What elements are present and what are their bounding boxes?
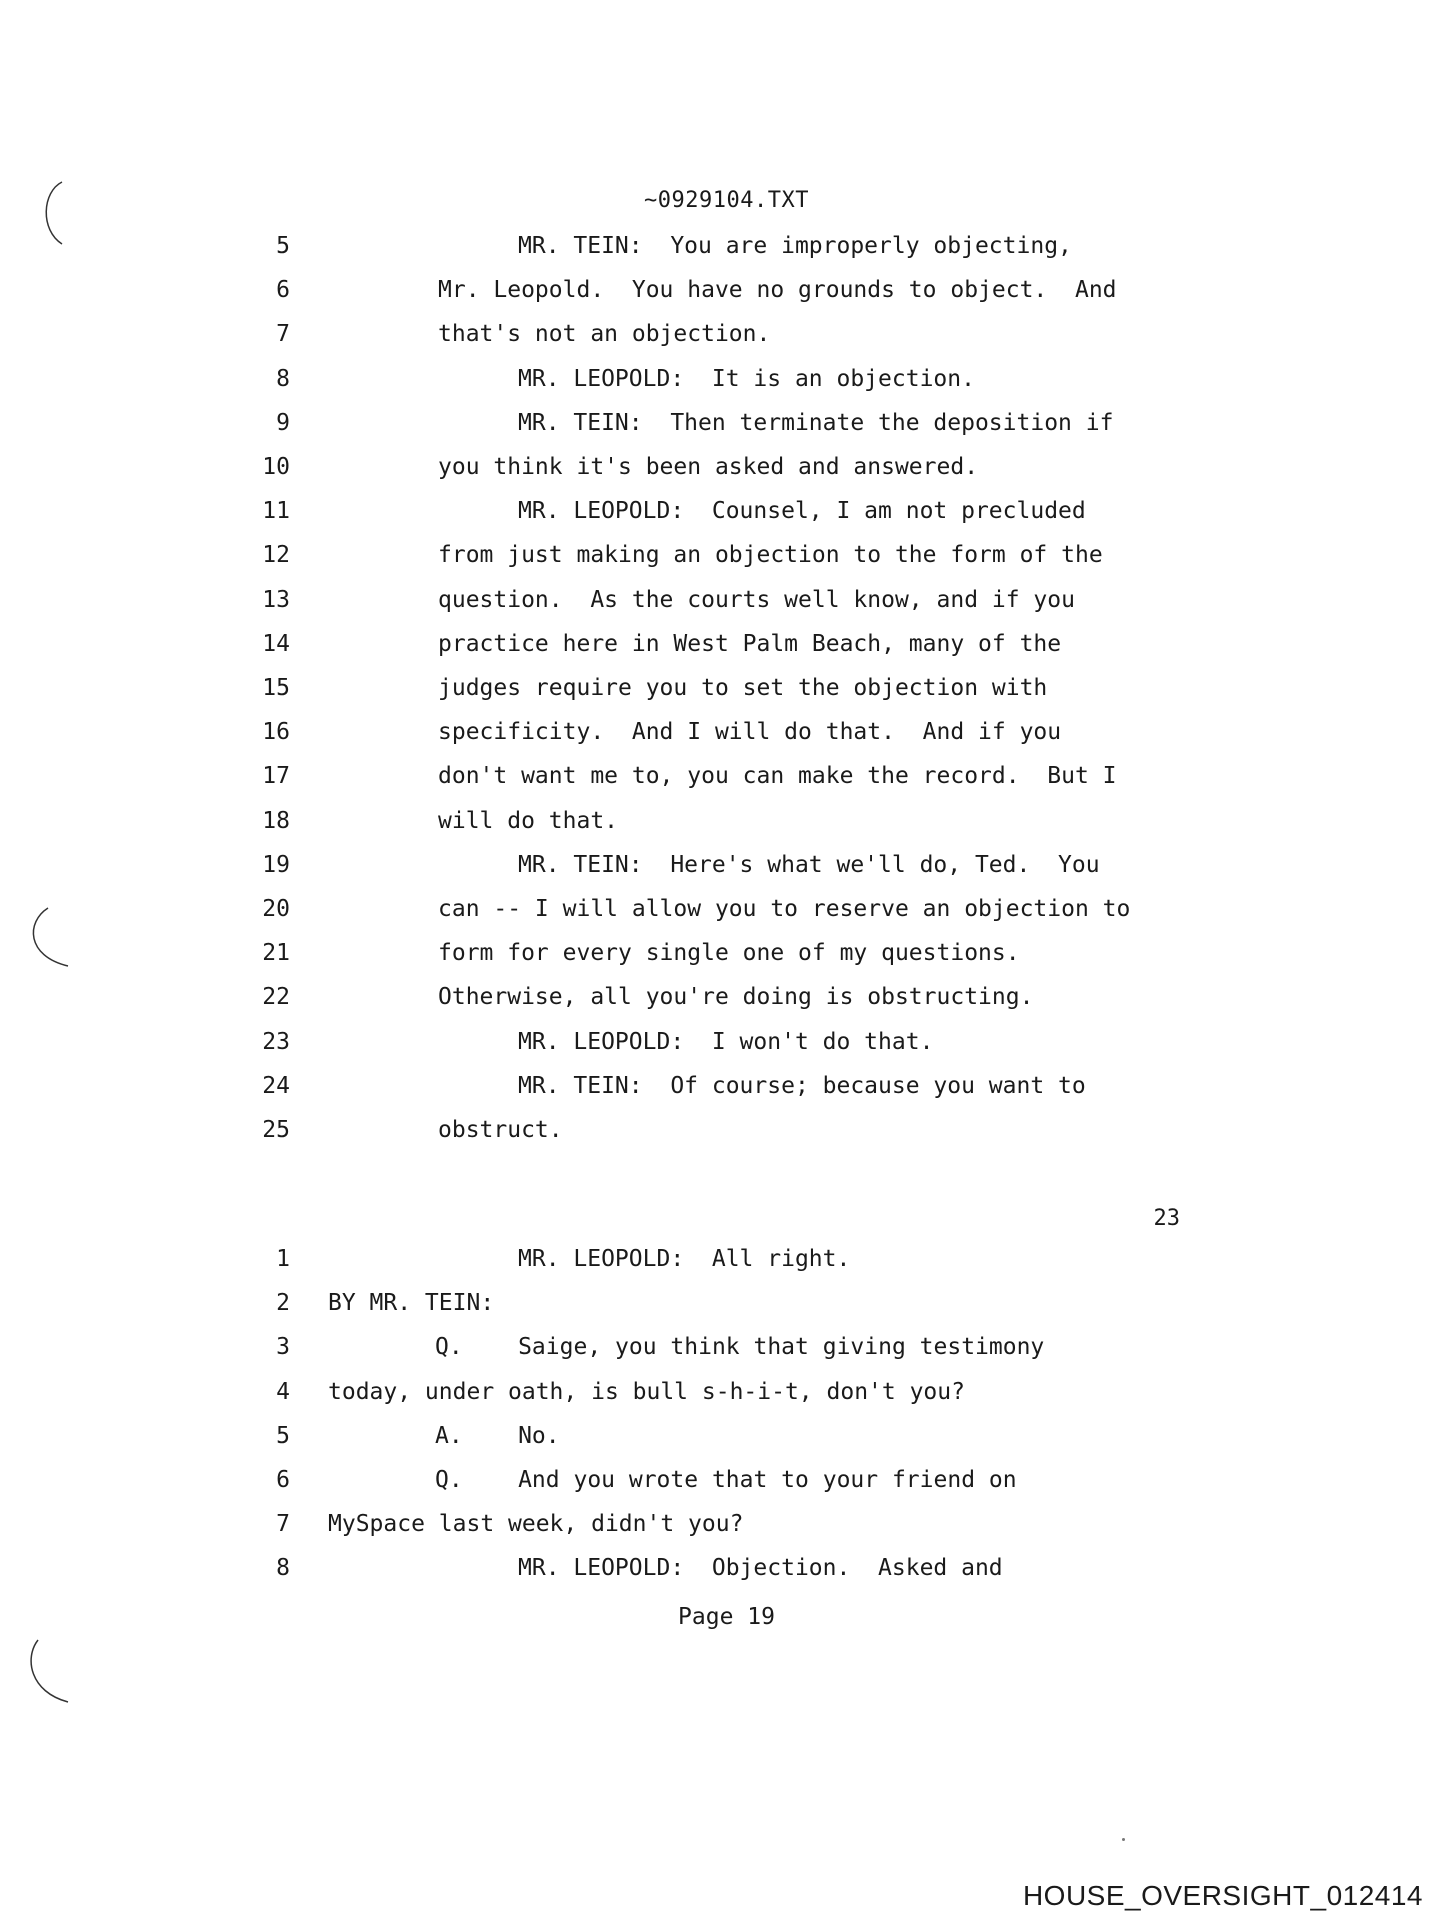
transcript-line: [0, 843, 1453, 887]
line-number: 24: [262, 1072, 290, 1099]
line-text: will do that.: [438, 807, 619, 834]
transcript-line: [0, 489, 1453, 533]
line-text: MR. TEIN: Of course; because you want to: [518, 1072, 1086, 1099]
line-number: 18: [262, 807, 290, 834]
transcript-line: [0, 799, 1453, 843]
line-number: 17: [262, 763, 290, 790]
line-number: 3: [276, 1334, 290, 1361]
transcript-line: [0, 312, 1453, 356]
line-text: that's not an objection.: [438, 321, 771, 348]
transcript-line: [0, 1064, 1453, 1108]
line-text: today, under oath, is bull s-h-i-t, don't you?: [328, 1378, 965, 1405]
line-number: 13: [262, 586, 290, 613]
transcript-line: [0, 1108, 1453, 1152]
transcript-line: [0, 1237, 1453, 1281]
line-text: MR. LEOPOLD: Objection. Asked and: [518, 1555, 1003, 1582]
line-number: 19: [262, 851, 290, 878]
line-number: 16: [262, 719, 290, 746]
transcript-line: [0, 710, 1453, 754]
transcript-line: [0, 1414, 1453, 1458]
transcript-line: [0, 533, 1453, 577]
line-number: 14: [262, 630, 290, 657]
line-number: 6: [276, 1467, 290, 1493]
transcript-page-number: 23: [1153, 1206, 1180, 1231]
line-text: question. As the courts well know, and if you: [438, 586, 1075, 613]
transcript-line: [0, 268, 1453, 312]
line-number: 21: [262, 940, 290, 967]
line-number: 4: [276, 1378, 290, 1405]
transcript-line: [0, 1020, 1453, 1064]
transcript-line: [0, 578, 1453, 622]
line-text: BY MR. TEIN:: [328, 1290, 495, 1317]
line-number: 20: [262, 896, 290, 922]
line-text: Q. And you wrote that to your friend on: [435, 1467, 1017, 1493]
line-text: specificity. And I will do that. And if you: [438, 719, 1062, 746]
line-text: obstruct.: [438, 1117, 563, 1143]
transcript-line: [0, 1370, 1453, 1414]
transcript-line: [0, 887, 1453, 931]
bates-stamp: HOUSE_OVERSIGHT_012414: [1022, 1880, 1423, 1911]
transcript-line: [0, 1281, 1453, 1325]
line-number: 1: [276, 1246, 290, 1272]
transcript-line: [0, 975, 1453, 1019]
transcript-line: [0, 357, 1453, 401]
line-number: 25: [262, 1117, 290, 1143]
line-text: MySpace last week, didn't you?: [328, 1511, 744, 1538]
line-text: can -- I will allow you to reserve an objection to: [438, 896, 1131, 922]
line-text: practice here in West Palm Beach, many of the: [438, 630, 1062, 657]
transcript-line: [0, 224, 1453, 268]
transcript-line: [0, 1546, 1453, 1590]
punch-hole-mark-bottom: [24, 1636, 74, 1708]
line-text: Otherwise, all you're doing is obstructing.: [438, 984, 1034, 1011]
transcript-line: [0, 754, 1453, 798]
line-number: 10: [262, 454, 290, 480]
line-number: 8: [276, 1555, 290, 1582]
line-number: 9: [276, 409, 290, 436]
line-number: 7: [276, 1511, 290, 1538]
transcript-line: [0, 1502, 1453, 1546]
line-number: 12: [262, 542, 290, 569]
line-text: MR. LEOPOLD: I won't do that.: [518, 1028, 934, 1055]
transcript-line: [0, 622, 1453, 666]
line-text: MR. TEIN: You are improperly objecting,: [518, 233, 1072, 259]
line-text: form for every single one of my questions.: [438, 940, 1020, 967]
line-text: judges require you to set the objection with: [438, 675, 1048, 701]
transcript-line: [0, 931, 1453, 975]
line-number: 2: [276, 1290, 290, 1317]
scan-speck: [1122, 1838, 1125, 1841]
transcript-line: [0, 666, 1453, 710]
line-text: MR. TEIN: Then terminate the deposition if: [518, 409, 1114, 436]
transcript-line: [0, 1325, 1453, 1369]
file-header: ~0929104.TXT: [644, 188, 809, 213]
line-number: 7: [276, 321, 290, 348]
line-number: 22: [262, 984, 290, 1011]
line-number: 8: [276, 365, 290, 392]
line-number: 23: [262, 1028, 290, 1055]
transcript-line: [0, 445, 1453, 489]
transcript-line: [0, 401, 1453, 445]
line-text: from just making an objection to the form of the: [438, 542, 1103, 569]
line-number: 5: [276, 233, 290, 259]
line-number: 15: [262, 675, 290, 701]
line-number: 5: [276, 1422, 290, 1449]
line-number: 11: [262, 498, 290, 525]
transcript-line: [0, 1458, 1453, 1502]
line-number: 6: [276, 277, 290, 304]
line-text: MR. TEIN: Here's what we'll do, Ted. You: [518, 851, 1100, 878]
line-text: don't want me to, you can make the record. But I: [438, 763, 1117, 790]
footer-page-label: Page 19: [678, 1604, 775, 1630]
line-text: MR. LEOPOLD: All right.: [518, 1246, 851, 1272]
line-text: MR. LEOPOLD: Counsel, I am not precluded: [518, 498, 1086, 525]
line-text: MR. LEOPOLD: It is an objection.: [518, 365, 975, 392]
line-text: A. No.: [435, 1422, 560, 1449]
line-text: you think it's been asked and answered.: [438, 454, 979, 480]
line-text: Mr. Leopold. You have no grounds to object. And: [438, 277, 1117, 304]
line-text: Q. Saige, you think that giving testimony: [435, 1334, 1045, 1361]
